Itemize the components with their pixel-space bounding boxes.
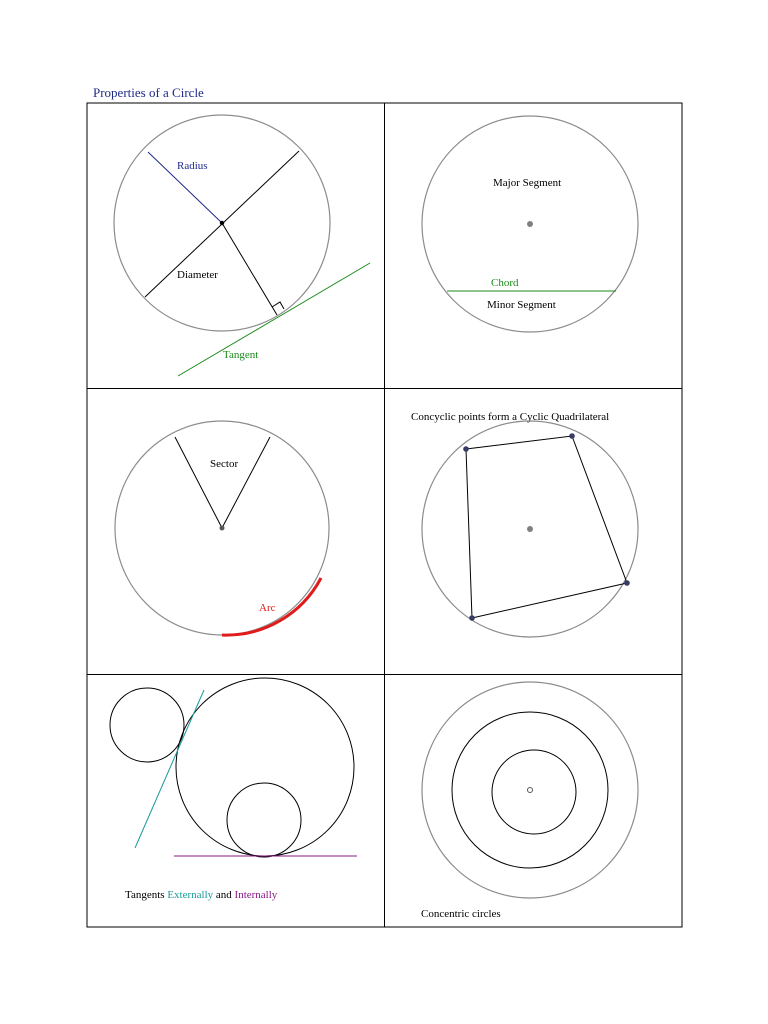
vertex-point — [624, 580, 630, 586]
external-tangent-line — [135, 690, 204, 848]
large-circle — [176, 678, 354, 856]
center-point — [528, 788, 533, 793]
outer-circle — [422, 682, 638, 898]
right-angle-marker — [272, 302, 284, 309]
major-segment-label: Major Segment — [493, 177, 562, 189]
sector-radius-left — [175, 437, 222, 528]
page-title: Properties of a Circle — [93, 85, 204, 100]
panel-tangent-circles — [110, 678, 357, 901]
caption-middle: and — [213, 889, 235, 901]
caption-start: Tangents — [125, 889, 168, 901]
radius-label: Radius — [177, 160, 208, 172]
middle-circle — [452, 712, 608, 868]
small-external-circle — [110, 688, 184, 762]
small-internal-circle — [227, 783, 301, 857]
panel-concentric-circles — [421, 682, 638, 920]
vertex-point — [569, 433, 575, 439]
center-point — [527, 221, 533, 227]
panel-radius-diameter-tangent — [114, 115, 370, 376]
tangency-caption — [125, 889, 278, 901]
center-point — [527, 526, 533, 532]
arc-label: Arc — [259, 602, 276, 614]
sector-radius-right — [222, 437, 270, 528]
sector-label: Sector — [210, 458, 239, 470]
inner-circle — [492, 750, 576, 834]
panel-sector-arc — [115, 421, 329, 635]
panel-grid — [87, 103, 682, 927]
diameter-label: Diameter — [177, 269, 218, 281]
chord-label: Chord — [491, 277, 519, 289]
panel-segments — [422, 116, 638, 332]
center-point — [220, 526, 225, 531]
radius-to-tangent-line — [222, 223, 277, 315]
internally-word: Internally — [234, 889, 278, 901]
tangent-label: Tangent — [223, 349, 259, 361]
vertex-point — [463, 446, 469, 452]
concentric-caption: Concentric circles — [421, 908, 501, 920]
cyclic-quadrilateral — [466, 436, 627, 618]
externally-word: Externally — [167, 889, 214, 901]
panel-cyclic-quadrilateral — [411, 411, 638, 637]
cyclic-caption: Concyclic points form a Cyclic Quadrilateral — [411, 411, 610, 423]
vertex-point — [469, 615, 475, 621]
minor-segment-label: Minor Segment — [487, 299, 556, 311]
center-point — [220, 221, 224, 225]
